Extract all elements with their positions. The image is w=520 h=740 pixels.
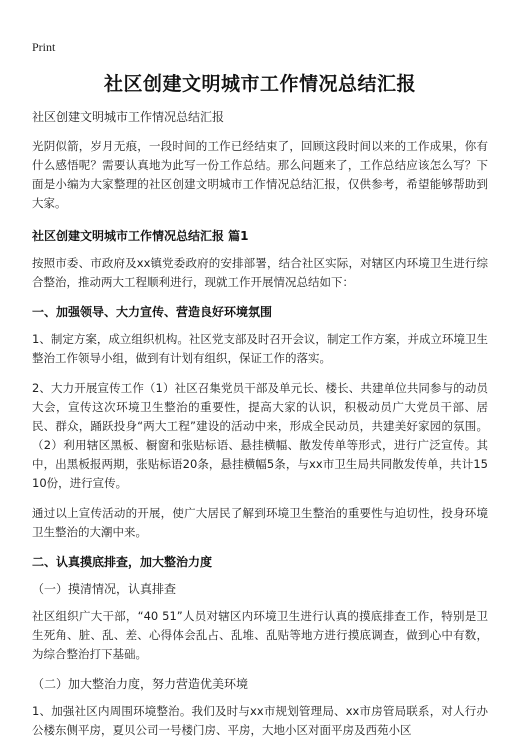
subheading-rectification: （二）加大整治力度，努力营造优美环境 [32,677,249,691]
intro-paragraph: 光阴似箭，岁月无痕，一段时间的工作已经结束了，回顾这段时间以来的工作成果，你有什么感悟呢？需要认真地为此写一份工作总结。那么问题来了，工作总结应该怎么写？下面是小编为大家整理的社区创建文明城市工作情况总结汇报，仅供参考，希望能够帮助到大家。 [32,139,488,210]
document-subtitle: 社区创建文明城市工作情况总结汇报 [32,110,225,124]
paragraph-outcome: 通过以上宣传活动的开展，使广大居民了解到环境卫生整治的重要性与迫切性，投身环境卫生整治的大潮中来。 [32,506,488,539]
document-title: 社区创建文明城市工作情况总结汇报 [103,73,416,95]
print-label[interactable]: Print [32,40,56,54]
paragraph-rectification: 1、加强社区内周围环境整治。我们及时与xx市规划管理局、xx市房管局联系，对人行办公楼东侧平房，夏贝公司一号楼门房、平房，大地小区对面平房及西苑小区 [32,704,488,737]
paragraph-publicity: 2、大力开展宣传工作（1）社区召集党员干部及单元长、楼长、共建单位共同参与的动员大会，宣传这次环境卫生整治的重要性，提高大家的认识，积极动员广大党员干部、居民、群众，踊跃投身“两大工程”建设的活动中来，形成全民动员，共建美好家园的氛围。（2）利用辖区黑板、橱窗和张贴标语、悬挂横幅、散发传单等形式，进行广泛宣传。其中，出黑板报两期，张贴标语20条，悬挂横幅5条，与xx市卫生局共同散发传单，共计1510份，进行宣传。 [32,381,488,490]
section-heading: 社区创建文明城市工作情况总结汇报 篇1 [32,229,249,243]
paragraph-survey: 社区组织广大干部，“40 51”人员对辖区内环境卫生进行认真的摸底排查工作，特别是卫生死角、脏、乱、差、心得体会乱占、乱堆、乱贴等地方进行摸底调查，做到心中有数，为综合整治打下基础。 [32,609,488,661]
heading-part-one: 一、加强领导、大力宣传、营造良好环境氛围 [32,305,273,319]
subheading-survey: （一）摸清情况，认真排查 [32,582,177,596]
heading-part-two: 二、认真摸底排查，加大整治力度 [32,555,213,569]
section-intro-paragraph: 按照市委、市政府及xx镇党委政府的安排部署，结合社区实际，对辖区内环境卫生进行综合整治，推动两大工程顺利进行，现就工作开展情况总结如下： [32,256,488,289]
paragraph-plan: 1、制定方案，成立组织机构。社区党支部及时召开会议，制定工作方案，并成立环境卫生整治工作领导小组，做到有计划有组织，保证工作的落实。 [32,332,488,365]
